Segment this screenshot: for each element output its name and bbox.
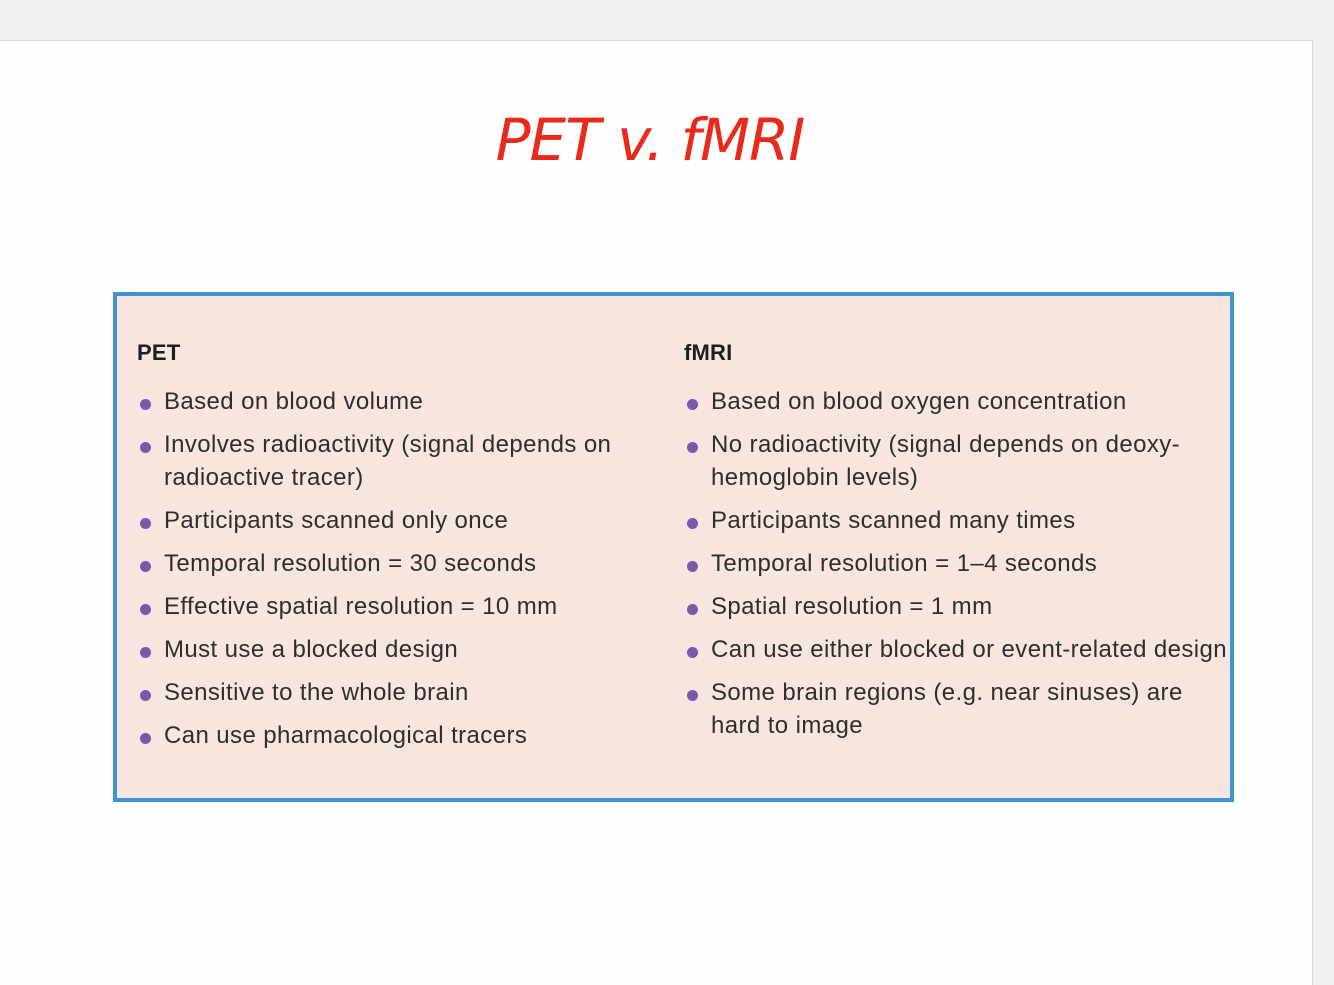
- list-item: Temporal resolution = 30 seconds: [137, 547, 657, 580]
- bullet-icon: [140, 442, 151, 453]
- bullet-icon: [140, 733, 151, 744]
- slide: [0, 40, 1313, 985]
- bullet-icon: [687, 690, 698, 701]
- bullet-icon: [687, 399, 698, 410]
- fmri-heading: fMRI: [684, 340, 733, 365]
- list-item: Must use a blocked design: [137, 633, 657, 666]
- pet-list: [137, 385, 657, 752]
- list-item: Participants scanned only once: [137, 504, 657, 537]
- list-item: Spatial resolution = 1 mm: [684, 590, 1229, 623]
- list-item: Can use pharmacological tracers: [137, 719, 657, 752]
- fmri-column: [684, 340, 1229, 752]
- bullet-icon: [687, 518, 698, 529]
- list-item: Sensitive to the whole brain: [137, 676, 657, 709]
- list-item: Involves radioactivity (signal depends on radioactive tracer): [137, 428, 657, 494]
- bullet-icon: [140, 647, 151, 658]
- list-item: Can use either blocked or event-related design: [684, 633, 1229, 666]
- list-item: Participants scanned many times: [684, 504, 1229, 537]
- list-item: Effective spatial resolution = 10 mm: [137, 590, 657, 623]
- fmri-list: [684, 385, 1229, 742]
- list-item: No radioactivity (signal depends on deoxy-hemoglobin levels): [684, 428, 1229, 494]
- comparison-table: [113, 292, 1234, 802]
- pet-heading: PET: [137, 340, 181, 365]
- slide-title: PET v. fMRI: [495, 106, 805, 174]
- bullet-icon: [140, 604, 151, 615]
- bullet-icon: [687, 647, 698, 658]
- bullet-icon: [687, 561, 698, 572]
- bullet-icon: [140, 518, 151, 529]
- list-item: Based on blood volume: [137, 385, 657, 418]
- list-item: Temporal resolution = 1–4 seconds: [684, 547, 1229, 580]
- list-item: Based on blood oxygen concentration: [684, 385, 1229, 418]
- pet-column: [137, 340, 657, 762]
- bullet-icon: [140, 690, 151, 701]
- bullet-icon: [687, 442, 698, 453]
- bullet-icon: [140, 561, 151, 572]
- bullet-icon: [687, 604, 698, 615]
- list-item: Some brain regions (e.g. near sinuses) are hard to image: [684, 676, 1229, 742]
- bullet-icon: [140, 399, 151, 410]
